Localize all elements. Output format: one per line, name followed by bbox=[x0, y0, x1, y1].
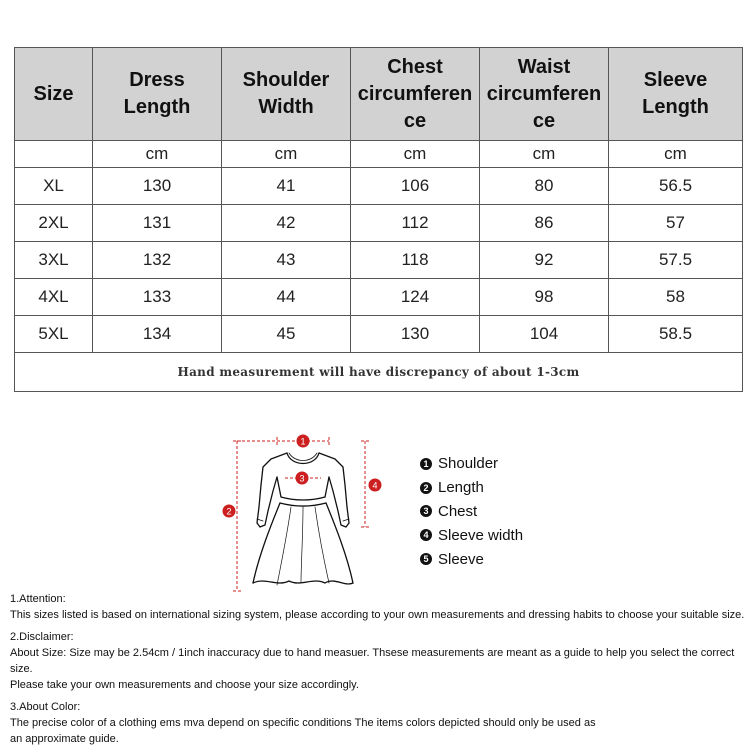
note-line: This sizes listed is based on international sizing system, please according to your own measurements and dressing habits to choose your suitable size. bbox=[10, 609, 745, 621]
marker-1: 1 bbox=[300, 436, 306, 447]
table-cell: 106 bbox=[351, 168, 480, 205]
legend-label: Chest bbox=[438, 502, 478, 520]
header-text-line: Shoulder bbox=[242, 69, 330, 91]
note-line: About Size: Size may be 2.54cm / 1inch inaccuracy due to hand measuer. Thsese measurements are meant as a guide to help you select the correct size. bbox=[10, 647, 735, 675]
table-cell: 57 bbox=[609, 205, 743, 242]
table-row bbox=[15, 168, 743, 205]
legend-label: Length bbox=[438, 479, 484, 497]
unit-cell: cm bbox=[609, 141, 743, 168]
legend-number-icon: 2 bbox=[420, 482, 432, 494]
header-text-line: circumferen bbox=[357, 82, 473, 105]
table-note-row bbox=[15, 353, 743, 392]
header-text-line: Size bbox=[33, 82, 74, 105]
note-line: The precise color of a clothing ems mva depend on specific conditions The items colors depicted should only be used as bbox=[10, 717, 596, 729]
header-text-line: Sleeve bbox=[643, 69, 708, 91]
legend-item-length bbox=[420, 476, 523, 500]
note-title: 2.Disclaimer: bbox=[10, 631, 74, 643]
table-cell: 57.5 bbox=[609, 242, 743, 279]
table-header-cell bbox=[351, 48, 480, 141]
note-color bbox=[10, 699, 745, 747]
header-text-line: ce bbox=[403, 109, 427, 132]
table-cell: 3XL bbox=[15, 242, 93, 279]
header-text-line: circumferen bbox=[486, 82, 602, 105]
table-cell: 124 bbox=[351, 279, 480, 316]
table-row bbox=[15, 279, 743, 316]
table-cell: 132 bbox=[93, 242, 222, 279]
header-text-line: ce bbox=[532, 109, 556, 132]
table-row bbox=[15, 316, 743, 353]
table-cell: 92 bbox=[480, 242, 609, 279]
size-table bbox=[14, 47, 743, 392]
note-line: an approximate guide. bbox=[10, 733, 119, 745]
table-row bbox=[15, 205, 743, 242]
unit-cell: cm bbox=[222, 141, 351, 168]
table-cell: 131 bbox=[93, 205, 222, 242]
table-cell: 86 bbox=[480, 205, 609, 242]
marker-4: 4 bbox=[372, 480, 378, 491]
legend-label: Shoulder bbox=[438, 455, 499, 473]
table-cell: 133 bbox=[93, 279, 222, 316]
table-cell: 134 bbox=[93, 316, 222, 353]
table-cell: 2XL bbox=[15, 205, 93, 242]
table-header-cell bbox=[15, 48, 93, 141]
table-cell: 112 bbox=[351, 205, 480, 242]
legend-number-icon: 4 bbox=[420, 529, 432, 541]
legend-number-icon: 3 bbox=[420, 505, 432, 517]
table-row bbox=[15, 242, 743, 279]
table-header-cell bbox=[480, 48, 609, 141]
table-cell: 5XL bbox=[15, 316, 93, 353]
table-cell: 58 bbox=[609, 279, 743, 316]
legend-label: Sleeve width bbox=[438, 526, 524, 544]
table-cell: 104 bbox=[480, 316, 609, 353]
measurement-legend bbox=[420, 452, 523, 571]
table-cell: 130 bbox=[351, 316, 480, 353]
dress-diagram bbox=[215, 415, 395, 595]
legend-item-sleeve bbox=[420, 547, 523, 571]
table-cell: 118 bbox=[351, 242, 480, 279]
table-cell: 44 bbox=[222, 279, 351, 316]
table-cell: 80 bbox=[480, 168, 609, 205]
legend-label: Sleeve bbox=[438, 550, 484, 568]
unit-cell: cm bbox=[93, 141, 222, 168]
measurement-markers bbox=[223, 435, 382, 518]
notes-section bbox=[10, 591, 745, 753]
table-cell: 58.5 bbox=[609, 316, 743, 353]
unit-cell bbox=[15, 141, 93, 168]
note-attention bbox=[10, 591, 745, 623]
table-cell: 43 bbox=[222, 242, 351, 279]
table-cell: 4XL bbox=[15, 279, 93, 316]
legend-item-sleeve-width bbox=[420, 523, 523, 547]
note-line: Please take your own measurements and choose your size accordingly. bbox=[10, 679, 359, 691]
header-text-line: Width bbox=[258, 96, 314, 118]
note-disclaimer bbox=[10, 629, 745, 693]
table-cell: 98 bbox=[480, 279, 609, 316]
table-header-cell bbox=[609, 48, 743, 141]
table-cell: 41 bbox=[222, 168, 351, 205]
header-text-line: Waist bbox=[517, 55, 571, 78]
unit-cell: cm bbox=[351, 141, 480, 168]
legend-number-icon: 1 bbox=[420, 458, 432, 470]
table-header-cell bbox=[222, 48, 351, 141]
table-header-row bbox=[15, 48, 743, 141]
table-cell: XL bbox=[15, 168, 93, 205]
header-text-line: Length bbox=[123, 96, 191, 118]
note-title: 1.Attention: bbox=[10, 593, 66, 605]
header-text-line: Dress bbox=[129, 69, 185, 91]
legend-number-icon: 5 bbox=[420, 553, 432, 565]
table-units-row bbox=[15, 141, 743, 168]
marker-3: 3 bbox=[299, 473, 305, 484]
table-cell: 130 bbox=[93, 168, 222, 205]
header-text-line: Length bbox=[642, 96, 709, 118]
legend-item-shoulder bbox=[420, 452, 523, 476]
unit-cell: cm bbox=[480, 141, 609, 168]
header-text-line: Chest bbox=[387, 55, 443, 78]
legend-item-chest bbox=[420, 500, 523, 524]
table-cell: 42 bbox=[222, 205, 351, 242]
table-header-cell bbox=[93, 48, 222, 141]
marker-2: 2 bbox=[226, 506, 232, 517]
table-cell: 45 bbox=[222, 316, 351, 353]
measurement-note: Hand measurement will have discrepancy of about 1-3cm bbox=[15, 353, 743, 392]
table-cell: 56.5 bbox=[609, 168, 743, 205]
note-title: 3.About Color: bbox=[10, 701, 81, 713]
